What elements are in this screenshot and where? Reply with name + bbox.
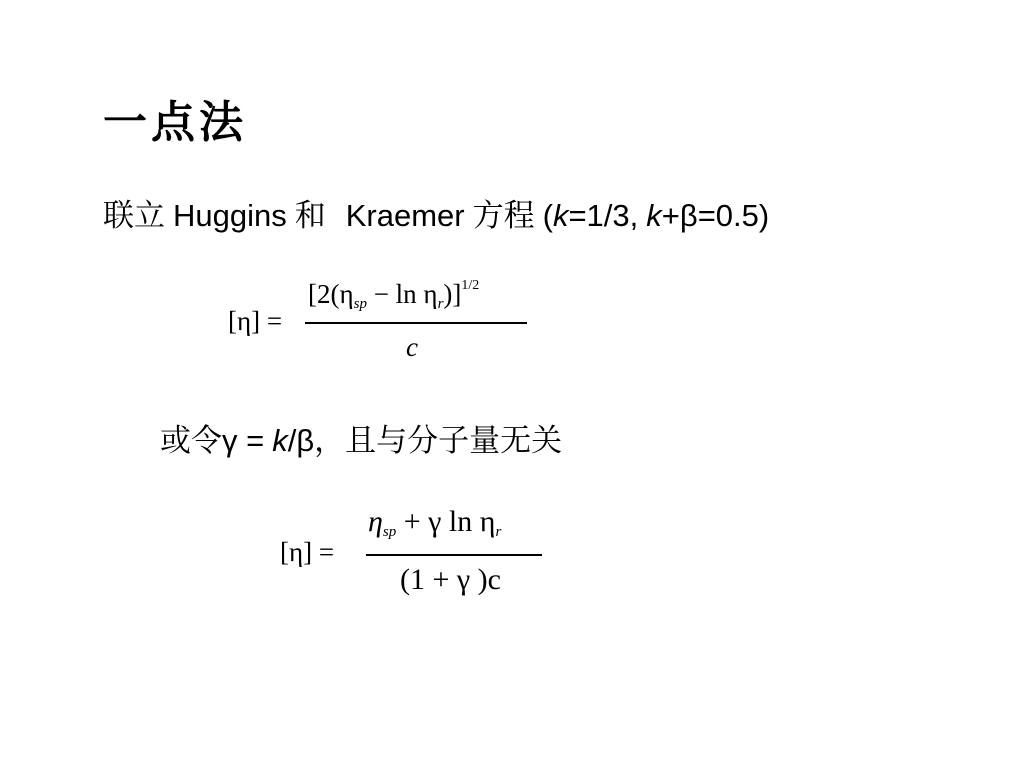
formula-gamma (280, 505, 560, 605)
num-part-a: [2(η (308, 279, 354, 309)
fraction-bar (305, 322, 527, 324)
formula1-lhs: [η] = (228, 306, 283, 336)
sub-r-2: r (495, 524, 502, 540)
slide-title: 一点法 (103, 97, 247, 148)
slash-beta: /β (287, 423, 315, 458)
kraemer-text: Kraemer (345, 198, 465, 233)
fangcheng-text: 方程 (472, 198, 535, 233)
huggins-kraemer-line (103, 190, 769, 235)
line2-prefix: 或令γ = (160, 423, 265, 458)
he-text: 和 (294, 198, 326, 233)
k-variable: k (552, 198, 569, 233)
line2-rest: ，且与分子量无关 (314, 423, 563, 458)
num-part-c: )] (443, 279, 462, 309)
paren-open: ( (542, 198, 553, 233)
sub-sp-2: sp (382, 524, 397, 540)
sub-r: r (437, 296, 444, 312)
num2-part-b: + γ ln η (396, 505, 496, 538)
k-beta-text: +β=0.5) (661, 198, 770, 233)
fraction-bar-2 (366, 554, 542, 556)
sup-half: 1/2 (461, 278, 480, 293)
formula2-denominator: (1 + γ )c (400, 563, 501, 596)
sub-sp: sp (353, 296, 367, 312)
formula2-numerator (368, 505, 501, 541)
line1-prefix: 联立 (103, 198, 165, 233)
huggins-text: Huggins (173, 198, 287, 233)
k-value-text: =1/3, (568, 198, 639, 233)
eta-sp: η (368, 505, 383, 538)
formula-one-point-huggins (228, 278, 538, 368)
formula1-denominator: c (406, 332, 418, 362)
formula2-lhs: [η] = (280, 537, 335, 567)
k-variable-3: k (272, 423, 288, 458)
gamma-line (160, 415, 562, 460)
formula1-numerator (308, 278, 479, 313)
k-variable-2: k (646, 198, 662, 233)
num-part-b: − ln η (366, 279, 438, 309)
